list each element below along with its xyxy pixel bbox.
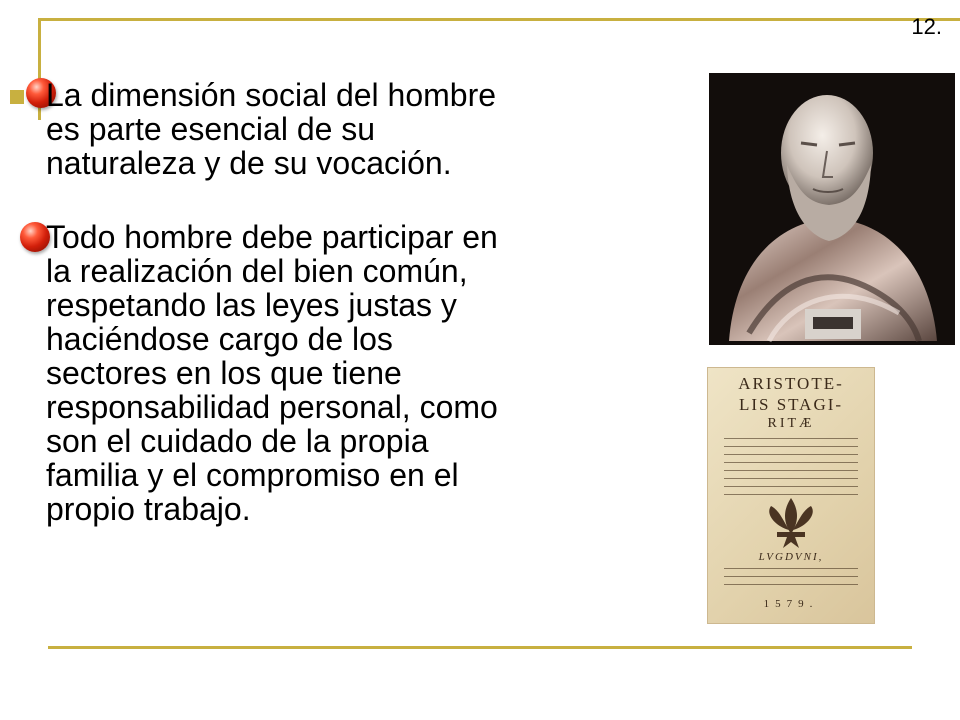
book-title-line: ARISTOTE- <box>738 374 844 393</box>
aristotle-bust-image <box>709 73 955 345</box>
book-title-line: LIS STAGI- <box>738 395 844 414</box>
aristotle-bust-illustration <box>709 73 955 345</box>
bottom-rule <box>48 646 912 649</box>
book-imprint-text-lines <box>724 568 858 586</box>
fleur-de-lis-icon <box>761 496 821 550</box>
book-year-line: 1579. <box>763 598 819 610</box>
book-title-line: RITÆ <box>767 416 815 431</box>
square-bullet-icon <box>10 90 24 104</box>
bullet-text-2: Todo hombre debe participar en la realización del bien común, respetando las leyes justas y haciéndose cargo de los sectores en los que tiene responsabilidad personal, como son el cuidado de la propia familia y el compromiso en el propio trabajo. <box>46 219 498 527</box>
slide-number: 12. <box>911 14 942 39</box>
top-rule <box>38 18 960 21</box>
book-body-text-lines <box>724 438 858 498</box>
book-imprint-line: LVGDVNI, <box>758 551 824 563</box>
aristotle-book-title-page-image <box>707 367 875 624</box>
bullet-text-1: La dimensión social del hombre es parte esencial de su naturaleza y de su vocación. <box>46 77 497 181</box>
